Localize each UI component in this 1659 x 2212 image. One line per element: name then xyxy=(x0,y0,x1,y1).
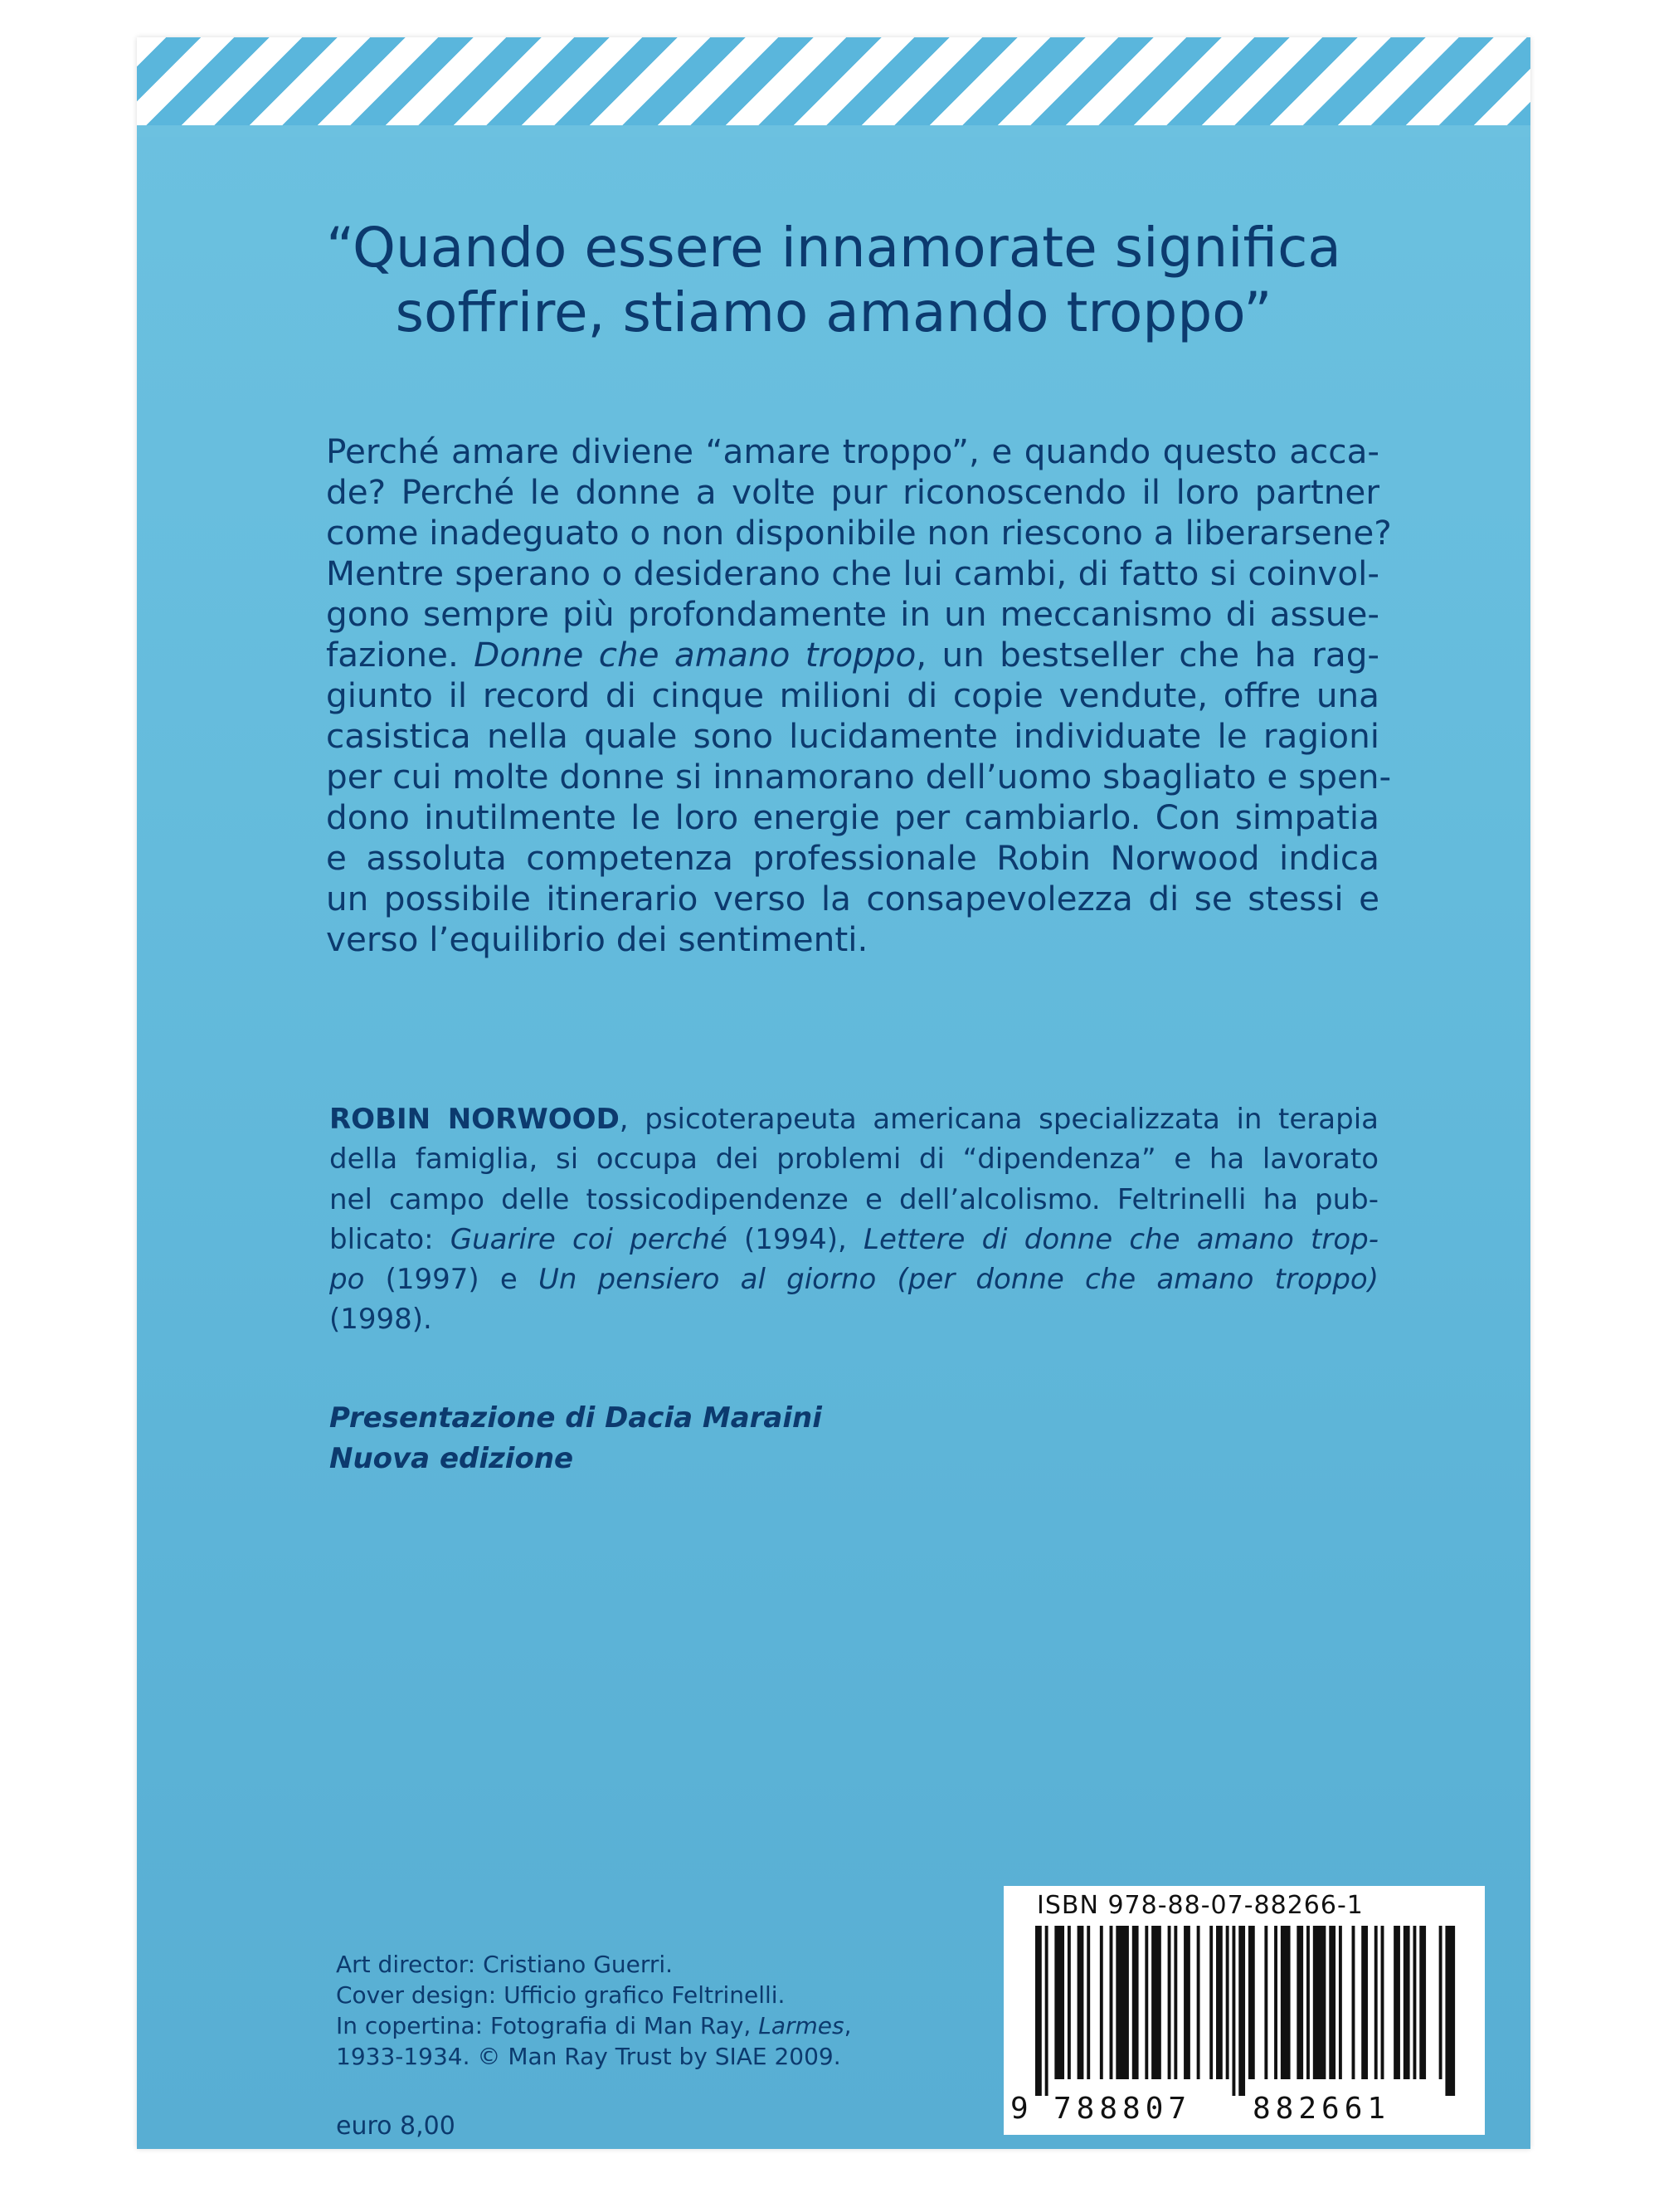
edition-credits xyxy=(329,1398,822,1480)
barcode-bar xyxy=(1078,1926,1084,2079)
ean-group-2: 882661 xyxy=(1253,2092,1391,2126)
barcode-bar xyxy=(1352,1926,1355,2079)
barcode-bar xyxy=(1151,1926,1161,2079)
description-text: fazione. xyxy=(326,635,459,675)
barcode-bar xyxy=(1374,1926,1378,2079)
ean-group-1: 788807 xyxy=(1053,2092,1192,2126)
barcode-bar xyxy=(1100,1926,1103,2079)
barcode-bar xyxy=(1145,1926,1148,2079)
striped-top-band xyxy=(137,37,1530,137)
barcode-bar xyxy=(1394,1926,1400,2079)
barcode-bar xyxy=(1110,1926,1113,2079)
barcode-bar xyxy=(1381,1926,1384,2079)
description-line: gono sempre più profondamente in un meccanismo di assue- xyxy=(326,594,1379,634)
quote-line-2: soffrire, stiamo amando troppo” xyxy=(395,280,1272,344)
edition-label: Nuova edizione xyxy=(329,1442,574,1476)
barcode-bar xyxy=(1413,1926,1417,2079)
barcode-bar xyxy=(1232,1926,1235,2096)
bio-line: nel campo delle tossicodipendenze e dell’alcolismo. Feltrinelli ha pub- xyxy=(329,1182,1379,1216)
copyright-line: 1933-1934. © Man Ray Trust by SIAE 2009. xyxy=(336,2042,841,2070)
book-title-italic: Lettere di donne che amano trop- xyxy=(864,1222,1379,1256)
description-text: , un bestseller che ha rag- xyxy=(916,635,1380,675)
bio-text: blicato: xyxy=(329,1222,450,1256)
description-line xyxy=(326,635,1379,675)
barcode-bar xyxy=(1132,1926,1139,2079)
barcode-bar xyxy=(1035,1926,1042,2096)
presentation-credit: Presentazione di Dacia Maraini xyxy=(329,1401,822,1435)
barcode-bar xyxy=(1306,1926,1310,2079)
barcode-bar xyxy=(1068,1926,1071,2079)
ean-first-digit: 9 xyxy=(1010,2092,1029,2126)
description-line: come inadeguato o non disponibile non riescono a liberarsene? xyxy=(326,513,1392,553)
photo-title: Larmes xyxy=(758,2011,844,2039)
price-label: euro 8,00 xyxy=(336,2112,455,2141)
barcode-bar xyxy=(1264,1926,1267,2079)
bio-text: , psicoterapeuta americana specializzata in terapia xyxy=(619,1103,1379,1136)
book-back-cover xyxy=(137,37,1530,2149)
cover-photo-credit xyxy=(336,2011,851,2042)
book-title-italic: Un pensiero al giorno (per donne che amano troppo) xyxy=(538,1263,1379,1297)
bio-line xyxy=(329,1220,1379,1259)
description-line: e assoluta competenza professionale Robin Norwood indica xyxy=(326,838,1379,878)
cover-photo-text: , xyxy=(844,2011,852,2039)
description-line: giunto il record di cinque milioni di copie vendute, offre una xyxy=(326,675,1379,715)
barcode-bar xyxy=(1339,1926,1342,2079)
description-line: casistica nella quale sono lucidamente individuate le ragioni xyxy=(326,716,1379,756)
barcode-bar xyxy=(1197,1926,1200,2079)
barcode-bar xyxy=(1045,1926,1048,2096)
description-line: Perché amare diviene “amare troppo”, e quando questo acca- xyxy=(326,431,1379,471)
description-line: un possibile itinerario verso la consapevolezza di se stessi e xyxy=(326,879,1379,918)
description-line: Mentre sperano o desiderano che lui cambi, di fatto si coinvol- xyxy=(326,553,1379,593)
barcode-bar xyxy=(1174,1926,1177,2079)
book-title-italic: po xyxy=(329,1263,365,1297)
description-line: per cui molte donne si innamorano dell’uomo sbagliato e spen- xyxy=(326,757,1392,797)
barcode-bar xyxy=(1209,1926,1213,2079)
barcode-bar xyxy=(1419,1926,1426,2079)
barcode-bar xyxy=(1274,1926,1277,2079)
author-name: ROBIN NORWOOD xyxy=(329,1103,620,1136)
isbn-number: ISBN 978-88-07-88266-1 xyxy=(1037,1891,1364,1920)
barcode-bar xyxy=(1445,1926,1455,2096)
barcode-bar xyxy=(1238,1926,1245,2096)
cover-photo-text: In copertina: Fotografia di Man Ray, xyxy=(336,2011,759,2039)
quote-line-1: “Quando essere innamorate significa xyxy=(326,216,1341,280)
bio-line: (1998). xyxy=(329,1303,432,1337)
barcode-bar xyxy=(1281,1926,1291,2079)
description-line: dono inutilmente le loro energie per cambiarlo. Con simpatia xyxy=(326,797,1379,837)
author-bio xyxy=(329,1099,1379,1340)
bio-line xyxy=(329,1259,1379,1299)
small-print-credits xyxy=(336,1950,851,2073)
barcode-bar xyxy=(1361,1926,1368,2079)
bio-line xyxy=(329,1099,1379,1139)
barcode-bar xyxy=(1168,1926,1171,2079)
barcode-bar xyxy=(1054,1926,1064,2079)
description-line: verso l’equilibrio dei sentimenti. xyxy=(326,919,868,959)
cover-design-credit: Cover design: Ufficio grafico Feltrinelli. xyxy=(336,1981,786,2009)
book-description xyxy=(326,431,1392,960)
barcode-bar xyxy=(1216,1926,1223,2079)
barcode-bar xyxy=(1313,1926,1326,2079)
barcode-bar xyxy=(1248,1926,1255,2079)
barcode-bar xyxy=(1226,1926,1229,2079)
barcode-bar xyxy=(1329,1926,1335,2079)
barcode-bar xyxy=(1297,1926,1303,2079)
barcode-bars xyxy=(1035,1926,1458,2096)
art-director-credit: Art director: Cristiano Guerri. xyxy=(336,1951,674,1978)
bio-text: (1994), xyxy=(727,1222,864,1256)
bio-text: (1997) e xyxy=(364,1263,538,1297)
bio-line: della famiglia, si occupa dei problemi di “dipendenza” e ha lavorato xyxy=(329,1143,1379,1177)
barcode-bar xyxy=(1116,1926,1129,2079)
book-title-italic: Donne che amano troppo xyxy=(474,635,917,675)
barcode-bar xyxy=(1184,1926,1190,2079)
barcode-bar xyxy=(1439,1926,1443,2079)
barcode-bar xyxy=(1087,1926,1090,2079)
book-title-italic: Guarire coi perché xyxy=(450,1222,727,1256)
isbn-barcode-box xyxy=(1004,1886,1485,2135)
description-line: de? Perché le donne a volte pur riconoscendo il loro partner xyxy=(326,472,1379,512)
headline-quote xyxy=(137,216,1530,345)
barcode-bar xyxy=(1404,1926,1410,2079)
